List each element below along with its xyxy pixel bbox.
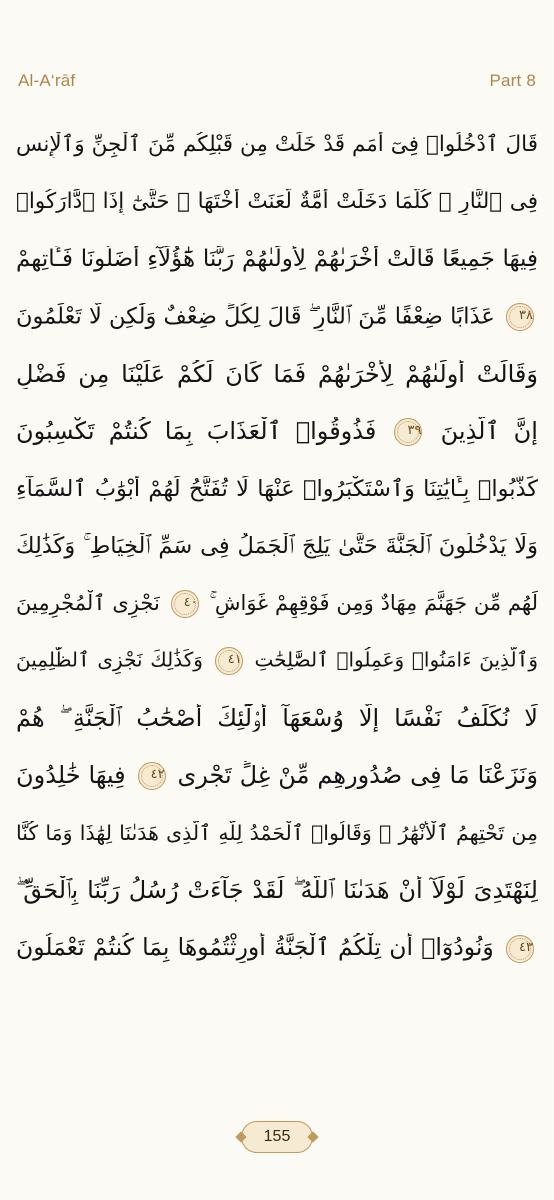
verse-text: وَلَا يَدْخُلُونَ ٱلْجَنَّةَ حَتَّىٰ يَلِجَ ٱلْجَمَلُ فِى سَمِّ ٱلْخِيَاطِ ۚ وَكَذَٰلِكَ bbox=[16, 532, 538, 559]
part-label: Part 8 bbox=[489, 71, 536, 90]
verse-line-text bbox=[16, 933, 538, 963]
verse-line-text bbox=[16, 303, 538, 331]
ayah-number-marker: ٤٣ bbox=[506, 935, 534, 963]
verse-line bbox=[16, 518, 538, 575]
verse-line-text bbox=[16, 533, 538, 560]
verse-line bbox=[16, 575, 538, 632]
verse-line bbox=[16, 805, 538, 862]
verse-text: عَذَابًا ضِعْفًا مِّنَ ٱلنَّارِ ۖ قَالَ لِكُلٍّ ضِعْفٌ وَلَٰكِن لَّا تَعْلَمُونَ bbox=[16, 303, 495, 330]
verse-line-text bbox=[16, 647, 538, 675]
page-number bbox=[241, 1121, 313, 1153]
verse-text: فَذُوقُوا۟ ٱلْعَذَابَ بِمَا كُنتُمْ تَكْسِبُونَ bbox=[16, 417, 377, 446]
verse-text: مِن تَحْتِهِمُ ٱلْأَنْهَٰرُ ۖ وَقَالُوا۟ ٱلْحَمْدُ لِلَّهِ ٱلَّذِى هَدَىٰنَا لِهَٰذَا وَمَا كُنَّا bbox=[16, 821, 538, 846]
verse-line bbox=[16, 403, 538, 460]
verse-text: وَٱلَّذِينَ ءَامَنُوا۟ وَعَمِلُوا۟ ٱلصَّٰلِحَٰتِ bbox=[254, 647, 538, 672]
verse-text: كَذَّبُوا۟ بِـَٔايَٰتِنَا وَٱسْتَكْبَرُوا۟ عَنْهَا لَا تُفَتَّحُ لَهُمْ أَبْوَٰبُ ٱلسَّمَآءِ bbox=[16, 475, 538, 502]
ayah-number-marker: ٤٠ bbox=[171, 590, 199, 618]
ayah-number-marker: ٤١ bbox=[215, 647, 243, 675]
verse-line-text bbox=[16, 876, 538, 905]
verse-line bbox=[16, 460, 538, 517]
ayah-number-marker: ٣٨ bbox=[506, 303, 534, 331]
verse-line bbox=[16, 633, 538, 690]
verse-text: إِنَّ ٱلَّذِينَ bbox=[440, 417, 538, 446]
quran-page-text bbox=[16, 116, 538, 977]
verse-line-text bbox=[16, 590, 538, 618]
page-number-label: 155 bbox=[263, 1128, 291, 1145]
verse-line-text bbox=[16, 821, 538, 846]
verse-line bbox=[16, 690, 538, 747]
verse-text: وَنَزَعْنَا مَا فِى صُدُورِهِم مِّنْ غِلٍّ تَجْرِى bbox=[177, 761, 538, 790]
ayah-number-marker: ٤٢ bbox=[138, 762, 166, 790]
verse-line-text bbox=[16, 246, 538, 274]
verse-text: نَجْزِى ٱلْمُجْرِمِينَ bbox=[16, 590, 160, 615]
verse-text: فِى ٱلنَّارِ ۖ كُلَّمَا دَخَلَتْ أُمَّةٌ لَّعَنَتْ أُخْتَهَا ۖ حَتَّىٰٓ إِذَا ٱدَّارَكُوا۟ bbox=[16, 189, 538, 215]
verse-line-text bbox=[16, 360, 538, 389]
ayah-number-marker: ٣٩ bbox=[394, 418, 422, 446]
verse-text: وَكَذَٰلِكَ نَجْزِى ٱلظَّٰلِمِينَ bbox=[16, 647, 203, 672]
verse-text: لِنَهْتَدِىَ لَوْلَآ أَنْ هَدَىٰنَا ٱللَّهُ ۖ لَقَدْ جَآءَتْ رُسُلُ رَبِّنَا بِٱلْحَقِّ ۖ bbox=[16, 876, 538, 905]
verse-text: وَقَالَتْ أُولَىٰهُمْ لِأُخْرَىٰهُمْ فَمَا كَانَ لَكُمْ عَلَيْنَا مِن فَضْلٍ bbox=[16, 359, 538, 388]
verse-line-text bbox=[16, 761, 538, 790]
verse-line-text bbox=[16, 704, 538, 733]
verse-line bbox=[16, 288, 538, 345]
verse-line bbox=[16, 862, 538, 919]
verse-line bbox=[16, 173, 538, 230]
verse-text: لَا نُكَلِّفُ نَفْسًا إِلَّا وُسْعَهَآ أُو۟لَٰٓئِكَ أَصْحَٰبُ ٱلْجَنَّةِ ۖ هُمْ bbox=[16, 704, 538, 733]
verse-line bbox=[16, 747, 538, 804]
verse-line-text bbox=[16, 417, 538, 446]
verse-text: وَنُودُوٓا۟ أَن تِلْكُمُ ٱلْجَنَّةُ أُورِثْتُمُوهَا بِمَا كُنتُمْ تَعْمَلُونَ bbox=[16, 933, 494, 962]
verse-line-text bbox=[16, 132, 538, 158]
page-header bbox=[18, 66, 536, 96]
verse-line bbox=[16, 231, 538, 288]
verse-text: لَهُم مِّن جَهَنَّمَ مِهَادٌ وَمِن فَوْقِهِمْ غَوَاشٍ ۚ bbox=[209, 590, 538, 615]
verse-line bbox=[16, 116, 538, 173]
surah-name: Al-A‘rāf bbox=[18, 71, 76, 90]
verse-text: فِيهَا خَٰلِدُونَ bbox=[16, 761, 126, 790]
verse-line-text bbox=[16, 476, 538, 503]
verse-line bbox=[16, 919, 538, 976]
verse-line bbox=[16, 346, 538, 403]
verse-text: قَالَ ٱدْخُلُوا۟ فِىٓ أُمَمٍ قَدْ خَلَتْ مِن قَبْلِكُم مِّنَ ٱلْجِنِّ وَٱلْإِنسِ bbox=[16, 131, 538, 157]
verse-text: فِيهَا جَمِيعًا قَالَتْ أُخْرَىٰهُمْ لِأُولَىٰهُمْ رَبَّنَا هَٰٓؤُلَآءِ أَضَلُّونَا فَـَٔاتِهِمْ bbox=[16, 245, 538, 272]
verse-line-text bbox=[16, 189, 538, 215]
